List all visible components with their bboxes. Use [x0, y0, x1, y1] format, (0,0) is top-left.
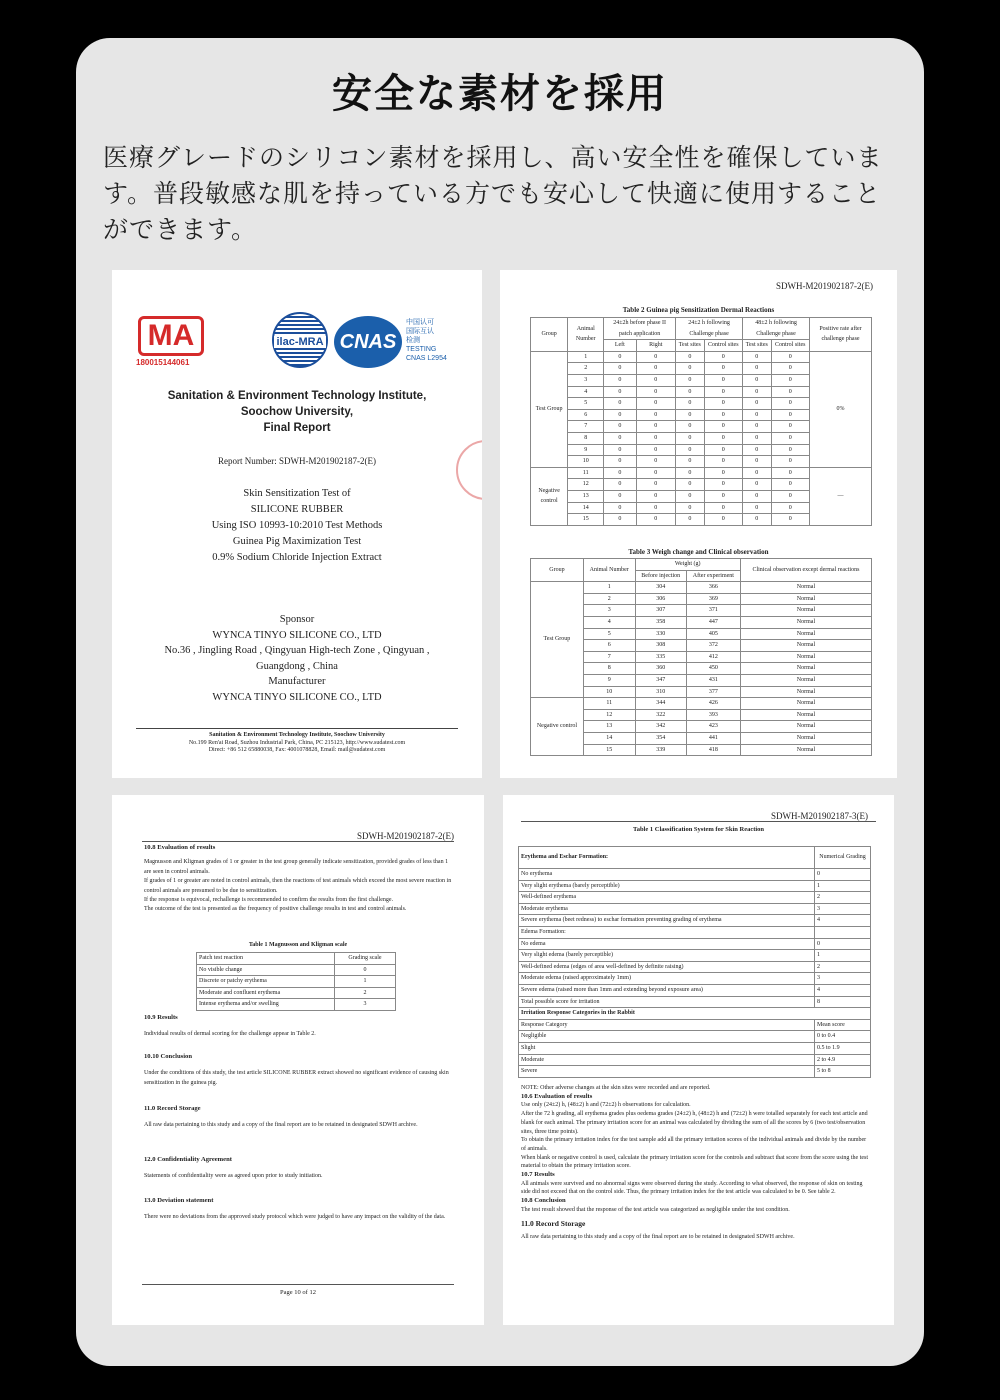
- section-10-8: 10.8 Evaluation of results Magnusson and Kligman grades of 1 or greater in the test group generally indicate sensitization, provided grades of less than 1 are seen in control animals. If grades of 1 or greater are noted in control animals, then the reactions of test animals which exceed the most severe reaction in control animals are presumed to be due to sensitization. If the response is equivocal, rechallenge is recommended to confirm the results from the first challenge. The outcome of the test is presented as the frequency of positive challenge results in test and control animals.: [144, 844, 452, 913]
- weight-before: 339: [635, 744, 686, 756]
- value-cell: 1: [815, 950, 871, 962]
- page-number: Page 10 of 12: [280, 1289, 316, 1296]
- page-header: SDWH-M201902187-2(E): [776, 281, 873, 291]
- weight-after: 447: [686, 616, 740, 628]
- value-cell: 3: [815, 973, 871, 985]
- score-cell: 0: [704, 490, 743, 502]
- weight-before: 358: [635, 616, 686, 628]
- table-row: [519, 1019, 871, 1031]
- score-cell: 0: [704, 351, 743, 363]
- report-results-page: [112, 795, 484, 1325]
- score-cell: 0: [636, 398, 676, 410]
- weight-before: 310: [635, 686, 686, 698]
- score-cell: 0: [743, 421, 771, 433]
- section-12-0: 12.0 Confidentiality Agreement Statements of confidentiality were as agreed upon prior to study initiation.: [144, 1156, 323, 1180]
- value-cell: 4: [815, 984, 871, 996]
- animal-number: 13: [583, 721, 635, 733]
- clinical-observation: Normal: [740, 732, 871, 744]
- score-cell: 0: [771, 467, 810, 479]
- score-cell: 0: [743, 363, 771, 375]
- score-cell: 0: [704, 386, 743, 398]
- score-cell: 0: [743, 514, 771, 526]
- sensitization-table: Group Animal Number 24±2h before phase II patch application 24±2 h following Challenge phase 48±2 h following Challenge phase Positive rate after challenge phase Left Right Test sites Control sites Test sites Control sites Test Group 1 0 0 0 0 0 0 0% 2 0 0 0 0 0 0 3 0 0 0 0 0 0 4 0 0 0 0 0 0 5 0 0 0 0 0 0 6 0 0 0 0 0 0 7 0 0 0 0 0 0 8 0 0 0 0 0 0 9 0 0 0 0 0 0 10 0 0 0 0 0 0 Negative control 11 0 0 0 0 0 0 — 12 0 0 0 0 0 0 13 0 0 0 0 0 0 14 0 0 0 0 0 0 15 0 0 0 0 0 0: [530, 317, 872, 526]
- table-row: [197, 987, 396, 999]
- table-row: [519, 984, 871, 996]
- animal-number: 11: [583, 698, 635, 710]
- score-cell: 0: [676, 444, 704, 456]
- report-cover-page: [112, 270, 482, 778]
- score-cell: 0: [771, 444, 810, 456]
- description-cell: Response Category: [519, 1019, 815, 1031]
- animal-number: 6: [583, 640, 635, 652]
- score-cell: 0: [771, 386, 810, 398]
- score-cell: 0: [676, 514, 704, 526]
- report-number: Report Number: SDWH-M201902187-2(E): [218, 456, 376, 466]
- score-cell: 0: [743, 456, 771, 468]
- value-cell: 2: [815, 892, 871, 904]
- table-row: [519, 1008, 871, 1020]
- reaction-cell: Discrete or patchy erythema: [197, 976, 335, 988]
- score-cell: 0: [676, 374, 704, 386]
- grade-cell: 3: [334, 999, 395, 1011]
- group-cell: Negative control: [531, 467, 568, 525]
- cover-footer: Sanitation & Environment Technology Institute, Soochow University No.199 Ren'ai Road, Suzhou Industrial Park, China, PC 215123, http://www.sudatest.com Direct: +86 512 65880038, Fax: 4001078828, Email: mail@sudatest.com: [188, 732, 406, 753]
- table-row: [519, 1031, 871, 1043]
- score-cell: 0: [771, 514, 810, 526]
- description-cell: Edema Formation:: [519, 926, 815, 938]
- score-cell: 0: [704, 374, 743, 386]
- clinical-observation: Normal: [740, 593, 871, 605]
- value-cell: [815, 926, 871, 938]
- value-cell: 5 to 8: [815, 1066, 871, 1078]
- table-row: [531, 582, 872, 594]
- grade-cell: 1: [334, 976, 395, 988]
- score-cell: 0: [604, 374, 636, 386]
- score-cell: 0: [676, 363, 704, 375]
- value-cell: 0 to 0.4: [815, 1031, 871, 1043]
- score-cell: 0: [604, 479, 636, 491]
- score-cell: 0: [743, 432, 771, 444]
- description-cell: Moderate edema (raised approximately 1mm): [519, 973, 815, 985]
- score-cell: 0: [743, 444, 771, 456]
- animal-number: 14: [583, 732, 635, 744]
- weight-after: 423: [686, 721, 740, 733]
- score-cell: 0: [743, 386, 771, 398]
- weight-after: 372: [686, 640, 740, 652]
- description-cell: Total possible score for irritation: [519, 996, 815, 1008]
- clinical-observation: Normal: [740, 628, 871, 640]
- report-title: Skin Sensitization Test of SILICONE RUBBER Using ISO 10993-10:2010 Test Methods Guinea Pig Maximization Test 0.9% Sodium Chloride Injection Extract: [211, 488, 383, 563]
- score-cell: 0: [636, 479, 676, 491]
- score-cell: 0: [636, 444, 676, 456]
- score-cell: 0: [771, 398, 810, 410]
- score-cell: 0: [771, 363, 810, 375]
- score-cell: 0: [604, 514, 636, 526]
- institute-name: Sanitation & Environment Technology Institute, Soochow University, Final Report: [167, 390, 427, 434]
- header-divider: [142, 841, 454, 842]
- table-row: [519, 903, 871, 915]
- score-cell: 0: [636, 456, 676, 468]
- animal-number: 10: [583, 686, 635, 698]
- score-cell: 0: [743, 398, 771, 410]
- score-cell: 0: [676, 490, 704, 502]
- table-row: [531, 698, 872, 710]
- table-row: [519, 950, 871, 962]
- animal-number: 9: [583, 674, 635, 686]
- clinical-observation: Normal: [740, 640, 871, 652]
- animal-number: 4: [568, 386, 604, 398]
- weight-after: 412: [686, 651, 740, 663]
- clinical-observation: Normal: [740, 616, 871, 628]
- classification-notes: NOTE: Other adverse changes at the skin sites were recorded and are reported. 10.6 Evaluation of results Use only (24±2) h, (48±2) h and (72±2) h observations for calculation. After the 72 h grading, all erythema grades plus oedema grades (24±2) h, (48±2) h and (72±2) h were totalled separately for each test article and blank for each animal. The primary irritation score for an animal was calculated by dividing the sum of all the scores by 6 (two test/observation sites, three time points). To obtain the primary irritation index for the test sample add all the primary irritation scores of the individual animals and divide by the number of animals. When blank or negative control is used, calculate the primary irritation score for the controls and subtract that score from the score using the test material to obtain the primary irritation score. 10.7 Results All animals were survived and no abnormal signs were observed during the study. According to what observed, the response of skin on testing side did not exceed that on the control side. Thus, the primary irritation index for the test article was calculated to be 0. See table 2. 10.8 Conclusion The test result showed that the response of the test article was categorized as negligible under the test condition. 11.0 Record Storage All raw data pertaining to this study and a copy of the final report are to be retained in designated SDWH archive.: [521, 1085, 869, 1241]
- score-cell: 0: [636, 363, 676, 375]
- animal-number: 9: [568, 444, 604, 456]
- grading-header: Numerical Grading: [815, 847, 871, 869]
- score-cell: 0: [704, 398, 743, 410]
- animal-number: 5: [583, 628, 635, 640]
- score-cell: 0: [636, 421, 676, 433]
- animal-number: 1: [583, 582, 635, 594]
- cma-logo: MA: [138, 316, 204, 356]
- weight-before: 354: [635, 732, 686, 744]
- animal-number: 2: [568, 363, 604, 375]
- score-cell: 0: [636, 502, 676, 514]
- description-cell: No edema: [519, 938, 815, 950]
- score-cell: 0: [604, 444, 636, 456]
- score-cell: 0: [771, 432, 810, 444]
- animal-number: 15: [568, 514, 604, 526]
- score-cell: 0: [636, 514, 676, 526]
- table-row: [519, 973, 871, 985]
- weight-before: 360: [635, 663, 686, 675]
- value-cell: 0: [815, 938, 871, 950]
- score-cell: 0: [604, 351, 636, 363]
- footer-divider: [142, 1284, 454, 1285]
- animal-number: 12: [583, 709, 635, 721]
- animal-number: 2: [583, 593, 635, 605]
- description-cell: Slight: [519, 1042, 815, 1054]
- group-cell: Test Group: [531, 351, 568, 467]
- clinical-observation: Normal: [740, 663, 871, 675]
- table-row: [519, 869, 871, 881]
- animal-number: 1: [568, 351, 604, 363]
- score-cell: 0: [636, 490, 676, 502]
- score-cell: 0: [676, 421, 704, 433]
- description-cell: Moderate erythema: [519, 903, 815, 915]
- page-header: SDWH-M201902187-2(E): [357, 831, 454, 841]
- value-cell: 3: [815, 903, 871, 915]
- clinical-observation: Normal: [740, 721, 871, 733]
- score-cell: 0: [636, 467, 676, 479]
- score-cell: 0: [636, 351, 676, 363]
- page-header: SDWH-M201902187-3(E): [771, 811, 868, 821]
- section-13-0: 13.0 Deviation statement There were no deviations from the approved study protocol which were judged to have any impact on the validity of the data.: [144, 1197, 446, 1221]
- description-cell: No erythema: [519, 869, 815, 881]
- weight-after: 426: [686, 698, 740, 710]
- animal-number: 15: [583, 744, 635, 756]
- score-cell: 0: [604, 386, 636, 398]
- score-cell: 0: [604, 490, 636, 502]
- cnas-logo: CNAS: [334, 316, 402, 368]
- classification-caption: Table 1 Classification System for Skin Reaction: [632, 826, 765, 833]
- weight-after: 371: [686, 605, 740, 617]
- table-row: [519, 1066, 871, 1078]
- score-cell: 0: [704, 456, 743, 468]
- score-cell: 0: [676, 432, 704, 444]
- description-cell: Negligible: [519, 1031, 815, 1043]
- value-cell: 2: [815, 961, 871, 973]
- animal-number: 13: [568, 490, 604, 502]
- score-cell: 0: [604, 363, 636, 375]
- value-cell: 2 to 4.9: [815, 1054, 871, 1066]
- score-cell: 0: [704, 363, 743, 375]
- weight-after: 418: [686, 744, 740, 756]
- section-10-9: 10.9 Results Individual results of dermal scoring for the challenge appear in Table 2.: [144, 1014, 316, 1038]
- table-row: [519, 996, 871, 1008]
- score-cell: 0: [771, 479, 810, 491]
- description-cell: Severe edema (raised more than 1mm and extending beyond exposure area): [519, 984, 815, 996]
- animal-number: 5: [568, 398, 604, 410]
- grade-cell: 2: [334, 987, 395, 999]
- table-row: [531, 351, 872, 363]
- score-cell: 0: [743, 479, 771, 491]
- group-cell: Test Group: [531, 582, 584, 698]
- score-cell: 0: [743, 351, 771, 363]
- section-10-10: 10.10 Conclusion Under the conditions of this study, the test article SILICONE RUBBER extract showed no significant evidence of causing skin sensitization in the guinea pig.: [144, 1053, 449, 1086]
- score-cell: 0: [604, 502, 636, 514]
- weight-before: 306: [635, 593, 686, 605]
- classification-table: [518, 846, 871, 1078]
- animal-number: 8: [583, 663, 635, 675]
- weight-change-table: Group Animal Number Weight (g) Clinical observation except dermal reactions Before injection After experiment Test Group 1 304 366 Normal 2 306 369 Normal 3 307 371 Normal 4 358 447 Normal 5 330 405 Normal 6 308 372 Normal 7 335 412 Normal 8 360 450 Normal 9 347 431 Normal 10 310 377 Normal Negative control 11 344 426 Normal 12 322 393 Normal 13 342 423 Normal 14 354 441 Normal 15 339 418 Normal: [530, 558, 872, 756]
- score-cell: 0: [743, 374, 771, 386]
- score-cell: 0: [743, 409, 771, 421]
- table-row: [519, 892, 871, 904]
- weight-after: 405: [686, 628, 740, 640]
- weight-before: 330: [635, 628, 686, 640]
- report-classification-page: [503, 795, 894, 1325]
- mk-scale-table: Patch test reaction Grading scale No visible change 0 Discrete or patchy erythema 1 Moderate and confluent erythema 2 Intense erythema and/or swelling 3: [196, 952, 396, 1011]
- score-cell: 0: [771, 351, 810, 363]
- section-cell: Erythema and Eschar Formation:: [519, 847, 815, 869]
- description-cell: Moderate: [519, 1054, 815, 1066]
- animal-number: 12: [568, 479, 604, 491]
- reaction-cell: Intense erythema and/or swelling: [197, 999, 335, 1011]
- clinical-observation: Normal: [740, 709, 871, 721]
- animal-number: 7: [568, 421, 604, 433]
- weight-after: 441: [686, 732, 740, 744]
- score-cell: 0: [704, 421, 743, 433]
- table-row: [197, 999, 396, 1011]
- clinical-observation: Normal: [740, 651, 871, 663]
- score-cell: 0: [636, 432, 676, 444]
- score-cell: 0: [676, 398, 704, 410]
- grade-cell: 0: [334, 964, 395, 976]
- score-cell: 0: [771, 490, 810, 502]
- report-tables-page: [500, 270, 897, 778]
- score-cell: 0: [604, 456, 636, 468]
- score-cell: 0: [704, 432, 743, 444]
- score-cell: 0: [743, 502, 771, 514]
- clinical-observation: Normal: [740, 698, 871, 710]
- cnas-text: 中国认可 国际互认 检测 TESTING CNAS L2954: [406, 319, 447, 362]
- positive-rate-cell: —: [810, 467, 872, 525]
- score-cell: 0: [636, 386, 676, 398]
- table-row: [197, 976, 396, 988]
- clinical-observation: Normal: [740, 686, 871, 698]
- weight-before: 335: [635, 651, 686, 663]
- value-cell: 0.5 to 1.9: [815, 1042, 871, 1054]
- weight-before: 347: [635, 674, 686, 686]
- weight-before: 342: [635, 721, 686, 733]
- description-cell: Severe: [519, 1066, 815, 1078]
- cma-number: 180015144061: [136, 358, 190, 367]
- value-cell: 4: [815, 915, 871, 927]
- footer-divider: [136, 728, 458, 729]
- score-cell: 0: [604, 398, 636, 410]
- weight-before: 304: [635, 582, 686, 594]
- animal-number: 3: [583, 605, 635, 617]
- animal-number: 7: [583, 651, 635, 663]
- description-cell: Very slight erythema (barely perceptible): [519, 880, 815, 892]
- score-cell: 0: [676, 456, 704, 468]
- score-cell: 0: [676, 502, 704, 514]
- clinical-observation: Normal: [740, 605, 871, 617]
- value-cell: 8: [815, 996, 871, 1008]
- group-cell: Negative control: [531, 698, 584, 756]
- score-cell: 0: [604, 409, 636, 421]
- clinical-observation: Normal: [740, 744, 871, 756]
- animal-number: 3: [568, 374, 604, 386]
- score-cell: 0: [676, 467, 704, 479]
- page-heading: 安全な素材を採用: [332, 71, 668, 117]
- animal-number: 11: [568, 467, 604, 479]
- score-cell: 0: [771, 502, 810, 514]
- table-row: [519, 938, 871, 950]
- score-cell: 0: [704, 514, 743, 526]
- positive-rate-cell: 0%: [810, 351, 872, 467]
- weight-before: 344: [635, 698, 686, 710]
- animal-number: 4: [583, 616, 635, 628]
- sponsor-block: Sponsor WYNCA TINYO SILICONE CO., LTD No.36 , Jingling Road , Qingyuan High-tech Zone , Qingyuan , Guangdong , China Manufacturer WYNCA TINYO SILICONE CO., LTD: [164, 614, 430, 703]
- reaction-cell: Moderate and confluent erythema: [197, 987, 335, 999]
- score-cell: 0: [604, 467, 636, 479]
- table-row: [519, 847, 871, 869]
- animal-number: 10: [568, 456, 604, 468]
- table-row: [519, 880, 871, 892]
- weight-after: 377: [686, 686, 740, 698]
- table-row: [519, 1042, 871, 1054]
- score-cell: 0: [704, 409, 743, 421]
- score-cell: 0: [676, 479, 704, 491]
- score-cell: 0: [704, 467, 743, 479]
- score-cell: 0: [604, 421, 636, 433]
- score-cell: 0: [704, 502, 743, 514]
- score-cell: 0: [636, 374, 676, 386]
- table-row: [519, 915, 871, 927]
- weight-after: 450: [686, 663, 740, 675]
- reaction-cell: No visible change: [197, 964, 335, 976]
- score-cell: 0: [771, 456, 810, 468]
- table-row: [197, 964, 396, 976]
- table-row: [519, 1054, 871, 1066]
- table3-caption: Table 3 Weigh change and Clinical observation: [628, 548, 769, 556]
- score-cell: 0: [636, 409, 676, 421]
- table-row: [519, 961, 871, 973]
- score-cell: 0: [771, 421, 810, 433]
- description-cell: Very slight edema (barely perceptible): [519, 950, 815, 962]
- score-cell: 0: [704, 479, 743, 491]
- ilac-mra-logo: ilac-MRA: [272, 312, 328, 368]
- weight-before: 322: [635, 709, 686, 721]
- table-row: [519, 926, 871, 938]
- score-cell: 0: [743, 490, 771, 502]
- description-cell: Well-defined edema (edges of area well-defined by definite raising): [519, 961, 815, 973]
- score-cell: 0: [676, 351, 704, 363]
- description-cell: Severe erythema (beet redness) to eschar formation preventing grading of erythema: [519, 915, 815, 927]
- description-cell: Well-defined erythema: [519, 892, 815, 904]
- clinical-observation: Normal: [740, 674, 871, 686]
- value-cell: 1: [815, 880, 871, 892]
- score-cell: 0: [604, 432, 636, 444]
- score-cell: 0: [771, 409, 810, 421]
- header-divider: [521, 821, 876, 822]
- weight-before: 307: [635, 605, 686, 617]
- weight-after: 393: [686, 709, 740, 721]
- weight-after: 369: [686, 593, 740, 605]
- score-cell: 0: [704, 444, 743, 456]
- animal-number: 14: [568, 502, 604, 514]
- table-row: [531, 467, 872, 479]
- score-cell: 0: [676, 409, 704, 421]
- mk-scale-caption: Table 1 Magnusson and Kligman scale: [248, 942, 348, 948]
- value-cell: Mean score: [815, 1019, 871, 1031]
- description-cell: Irritation Response Categories in the Rabbit: [519, 1008, 871, 1020]
- table2-caption: Table 2 Guinea pig Sensitization Dermal Reactions: [622, 306, 775, 314]
- section-11-0: 11.0 Record Storage All raw data pertaining to this study and a copy of the final report are to be retained in designated SDWH archive.: [144, 1105, 418, 1129]
- score-cell: 0: [771, 374, 810, 386]
- weight-before: 308: [635, 640, 686, 652]
- weight-after: 431: [686, 674, 740, 686]
- score-cell: 0: [676, 386, 704, 398]
- weight-after: 366: [686, 582, 740, 594]
- animal-number: 8: [568, 432, 604, 444]
- animal-number: 6: [568, 409, 604, 421]
- value-cell: 0: [815, 869, 871, 881]
- score-cell: 0: [743, 467, 771, 479]
- clinical-observation: Normal: [740, 582, 871, 594]
- intro-text: 医療グレードのシリコン素材を採用し、高い安全性を確保しています。普段敏感な肌を持っている方でも安心して快適に使用することができます。: [103, 143, 883, 244]
